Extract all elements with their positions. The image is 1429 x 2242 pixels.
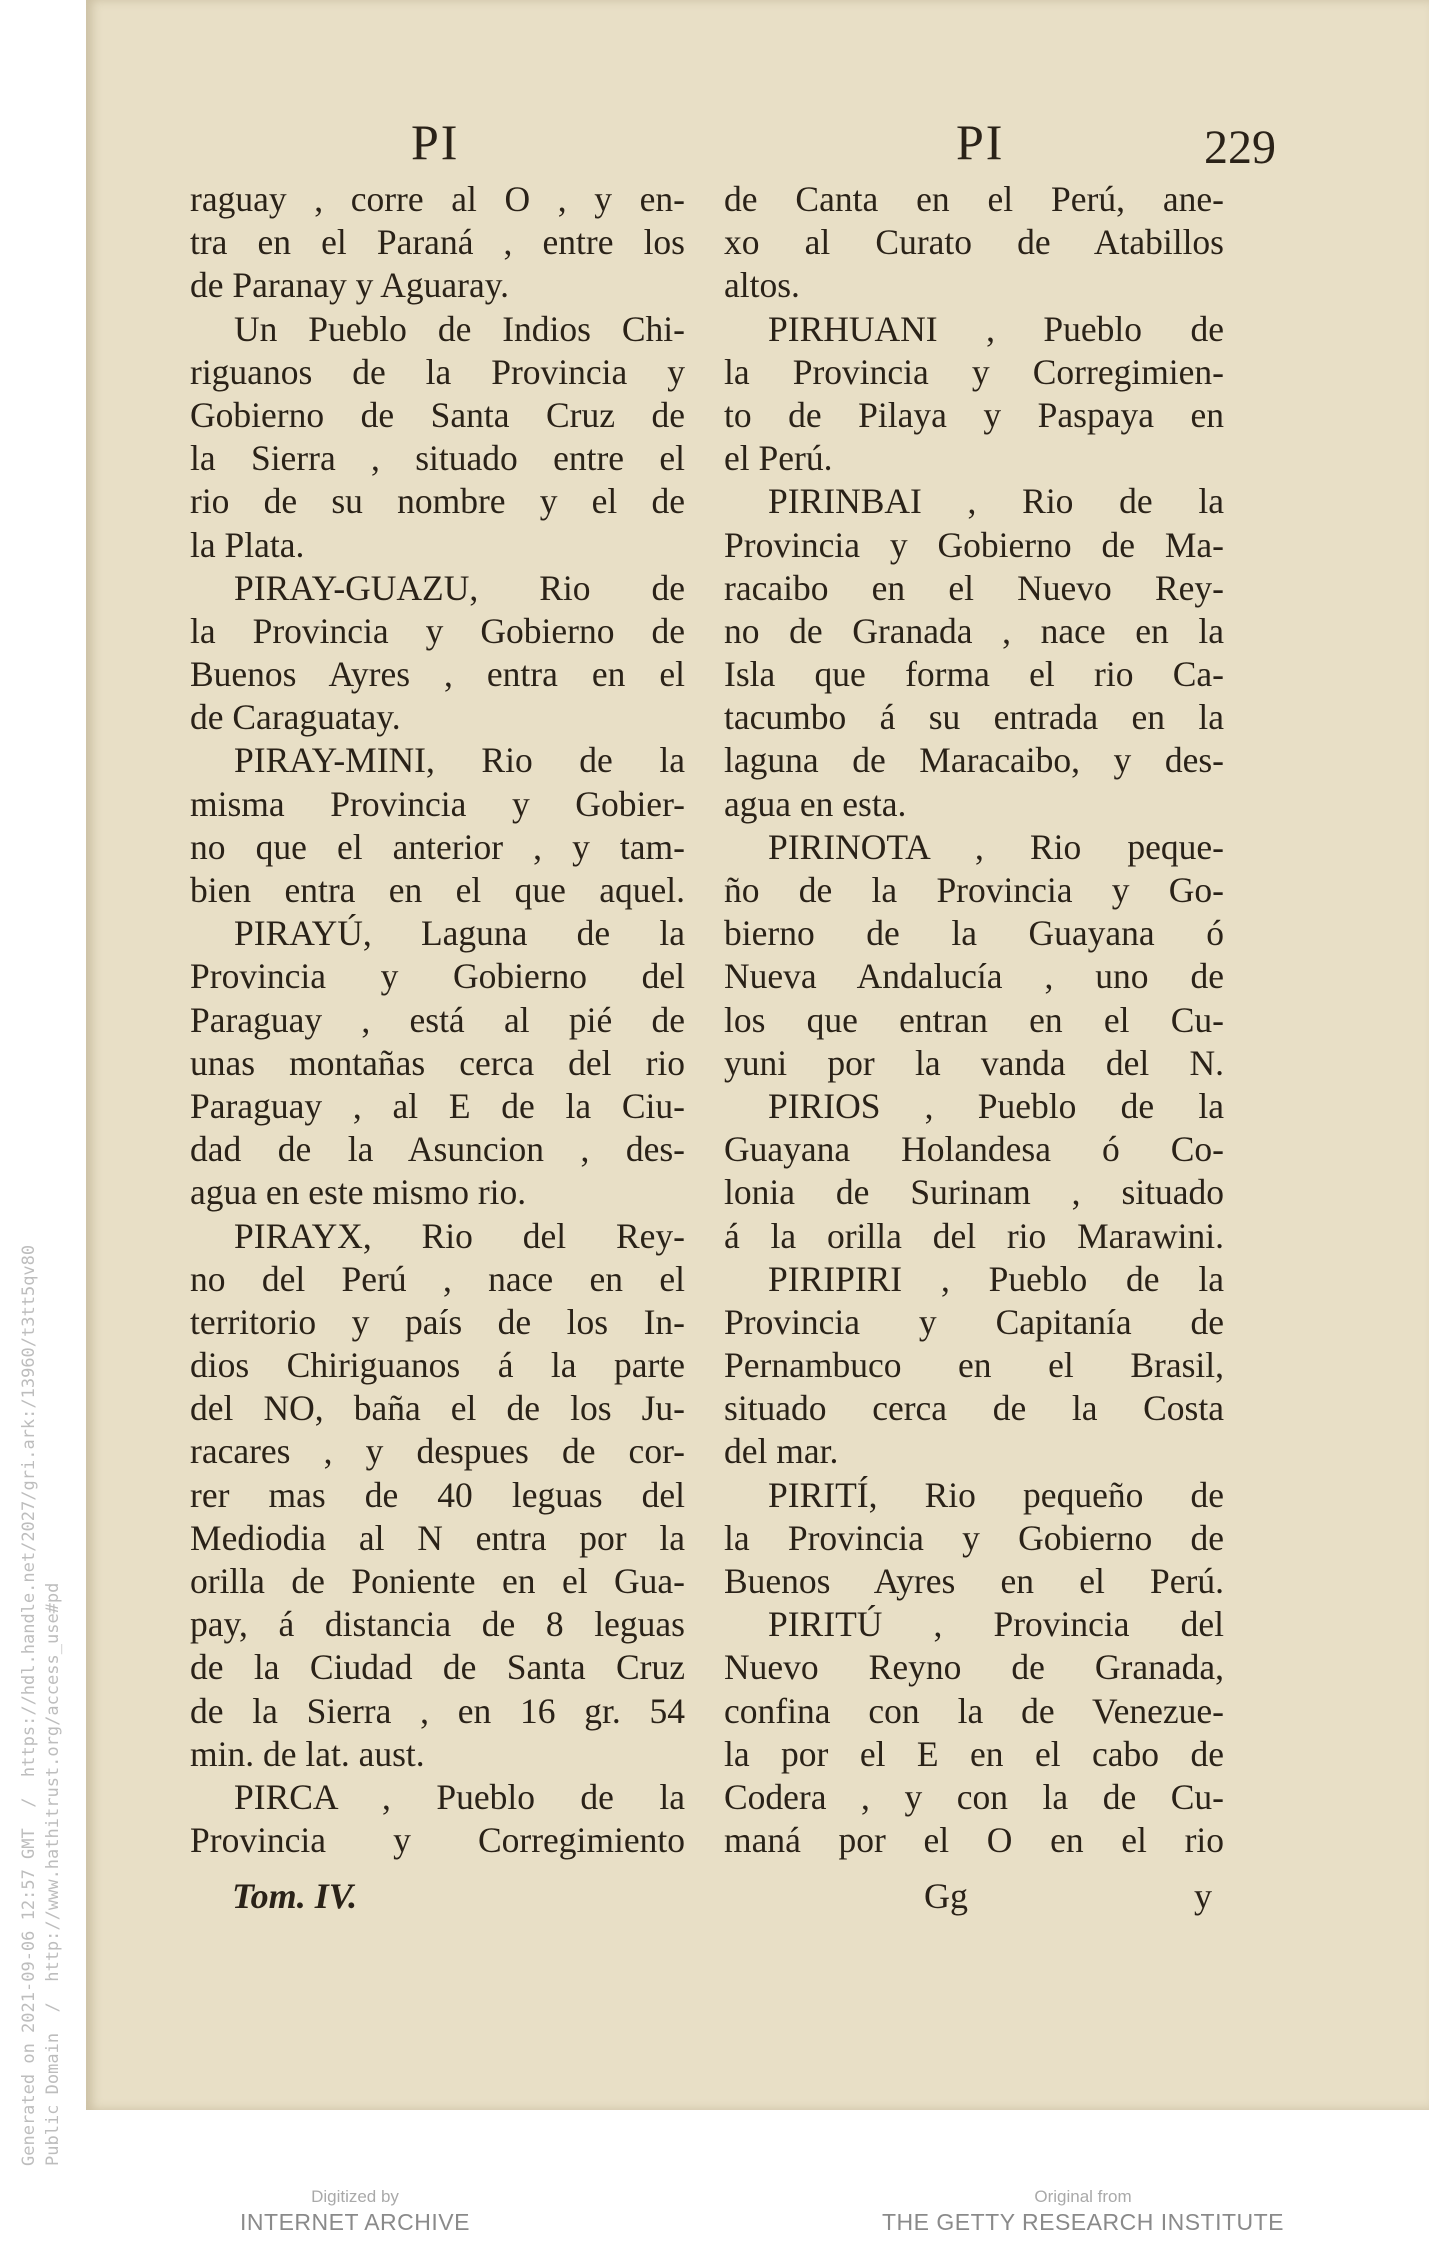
volume-signature: Tom. IV. xyxy=(232,1876,358,1916)
text-line: PIRINOTA , Rio peque- xyxy=(768,826,1224,867)
book-page xyxy=(86,0,1429,2110)
text-line: no de Granada , nace en la xyxy=(724,610,1224,651)
text-line: racaibo en el Nuevo Rey- xyxy=(724,567,1224,608)
text-line: lonia de Surinam , situado xyxy=(724,1172,1224,1213)
text-line: PIRINBAI , Rio de la xyxy=(768,481,1224,522)
text-line: de Paranay y Aguaray. xyxy=(190,265,510,306)
text-line: Paraguay , está al pié de xyxy=(190,999,685,1040)
text-line: de Caraguatay. xyxy=(190,697,401,738)
signature-mark: Gg xyxy=(924,1876,968,1916)
text-line: la Provincia y Gobierno de xyxy=(724,1517,1224,1558)
text-line: rer mas de 40 leguas del xyxy=(190,1474,685,1515)
text-line: la Plata. xyxy=(190,524,305,565)
text-line: PIRAY-MINI, Rio de la xyxy=(234,740,685,781)
text-line: bierno de la Guayana ó xyxy=(724,913,1224,954)
text-line: Provincia y Corregimiento xyxy=(190,1820,685,1861)
text-line: Provincia y Capitanía de xyxy=(724,1301,1224,1342)
text-line: dad de la Asuncion , des- xyxy=(190,1129,685,1170)
text-line: Buenos Ayres , entra en el xyxy=(190,654,685,695)
text-line: min. de lat. aust. xyxy=(190,1733,425,1774)
text-line: PIRHUANI , Pueblo de xyxy=(768,308,1224,349)
text-line: de la Sierra , en 16 gr. 54 xyxy=(190,1690,685,1731)
text-line: bien entra en el que aquel. xyxy=(190,870,685,910)
text-line: Codera , y con la de Cu- xyxy=(724,1776,1224,1817)
text-line: territorio y país de los In- xyxy=(190,1301,685,1342)
text-line: PIRAYÚ, Laguna de la xyxy=(234,913,685,954)
text-line: situado cerca de la Costa xyxy=(724,1388,1224,1429)
left-column xyxy=(190,178,685,1862)
text-line: la Provincia y Corregimien- xyxy=(724,351,1224,392)
catchword: y xyxy=(1194,1876,1212,1916)
text-line: racares , y despues de cor- xyxy=(190,1431,685,1472)
footer-digitized-label: Digitized by xyxy=(311,2187,399,2206)
footer-getty: THE GETTY RESEARCH INSTITUTE xyxy=(881,2209,1285,2235)
running-head-right: PI xyxy=(956,114,1005,170)
text-line: del NO, baña el de los Ju- xyxy=(190,1388,685,1429)
text-line: dios Chiriguanos á la parte xyxy=(190,1345,685,1386)
text-line: Guayana Holandesa ó Co- xyxy=(724,1129,1224,1170)
text-line: PIRITÍ, Rio pequeño de xyxy=(768,1474,1224,1515)
text-line: de la Ciudad de Santa Cruz xyxy=(190,1647,685,1688)
text-line: PIRITÚ , Provincia del xyxy=(768,1604,1224,1645)
text-line: PIRAY-GUAZU, Rio de xyxy=(234,567,685,608)
text-line: el Perú. xyxy=(724,438,833,479)
footer-original-label: Original from xyxy=(1034,2187,1132,2206)
text-line: Paraguay , al E de la Ciu- xyxy=(190,1085,685,1126)
text-line: maná por el O en el rio xyxy=(724,1820,1224,1861)
text-line: xo al Curato de Atabillos xyxy=(724,222,1224,263)
text-line: raguay , corre al O , y en- xyxy=(190,179,685,219)
text-line: Nueva Andalucía , uno de xyxy=(724,956,1224,997)
page-number: 229 xyxy=(1204,121,1276,174)
side-stamp-text: Generated on 2021-09-06 12:57 GMT / https://hdl.handle.net/2027/gri.ark:/13960/t3tt5qv80 Public Domain / http://www.hathitrust.org/access_use#pd xyxy=(19,1244,63,2166)
text-line: PIRCA , Pueblo de la xyxy=(234,1776,685,1817)
text-line: Nuevo Reyno de Granada, xyxy=(724,1647,1224,1688)
text-line: Provincia y Gobierno de Ma- xyxy=(724,524,1224,565)
text-line: ño de la Provincia y Go- xyxy=(724,870,1224,910)
text-line: Provincia y Gobierno del xyxy=(190,956,685,997)
text-line: orilla de Poniente en el Gua- xyxy=(190,1561,685,1601)
text-line: riguanos de la Provincia y xyxy=(190,351,685,392)
footer-digitized-by xyxy=(145,2186,565,2236)
text-line: confina con la de Venezue- xyxy=(724,1690,1224,1731)
text-line: tacumbo á su entrada en la xyxy=(724,697,1224,738)
text-line: la por el E en el cabo de xyxy=(724,1733,1224,1774)
text-line: pay, á distancia de 8 leguas xyxy=(190,1604,685,1645)
running-head-left: PI xyxy=(411,114,460,170)
text-line: altos. xyxy=(724,265,800,306)
footer-internet-archive: INTERNET ARCHIVE xyxy=(240,2209,470,2235)
text-line: del mar. xyxy=(724,1431,839,1472)
text-line: no del Perú , nace en el xyxy=(190,1258,685,1299)
text-line: á la orilla del rio Marawini. xyxy=(724,1215,1224,1256)
text-line: tra en el Paraná , entre los xyxy=(190,222,685,263)
text-line: yuni por la vanda del N. xyxy=(724,1042,1224,1083)
text-line: Mediodia al N entra por la xyxy=(190,1517,685,1558)
right-column xyxy=(724,178,1224,1862)
side-stamp xyxy=(0,0,86,2242)
text-line: la Sierra , situado entre el xyxy=(190,438,685,479)
text-line: PIRIOS , Pueblo de la xyxy=(768,1085,1224,1126)
text-line: PIRIPIRI , Pueblo de la xyxy=(768,1258,1224,1299)
text-line: Pernambuco en el Brasil, xyxy=(724,1345,1224,1386)
text-line: unas montañas cerca del rio xyxy=(190,1042,685,1083)
text-line: Un Pueblo de Indios Chi- xyxy=(234,308,685,349)
text-line: laguna de Maracaibo, y des- xyxy=(724,740,1224,781)
text-line: PIRAYX, Rio del Rey- xyxy=(234,1215,685,1256)
text-line: de Canta en el Perú, ane- xyxy=(724,179,1224,219)
text-line: la Provincia y Gobierno de xyxy=(190,610,685,651)
text-line: no que el anterior , y tam- xyxy=(190,826,685,867)
text-line: misma Provincia y Gobier- xyxy=(190,783,685,824)
footer-original-from xyxy=(858,2186,1308,2236)
text-line: los que entran en el Cu- xyxy=(724,999,1224,1040)
text-line: Gobierno de Santa Cruz de xyxy=(190,394,685,435)
text-line: rio de su nombre y el de xyxy=(190,481,685,522)
text-line: to de Pilaya y Paspaya en xyxy=(724,394,1224,435)
text-line: agua en esta. xyxy=(724,783,907,824)
text-line: Buenos Ayres en el Perú. xyxy=(724,1561,1224,1601)
text-line: agua en este mismo rio. xyxy=(190,1172,527,1213)
text-line: Isla que forma el rio Ca- xyxy=(724,654,1224,695)
